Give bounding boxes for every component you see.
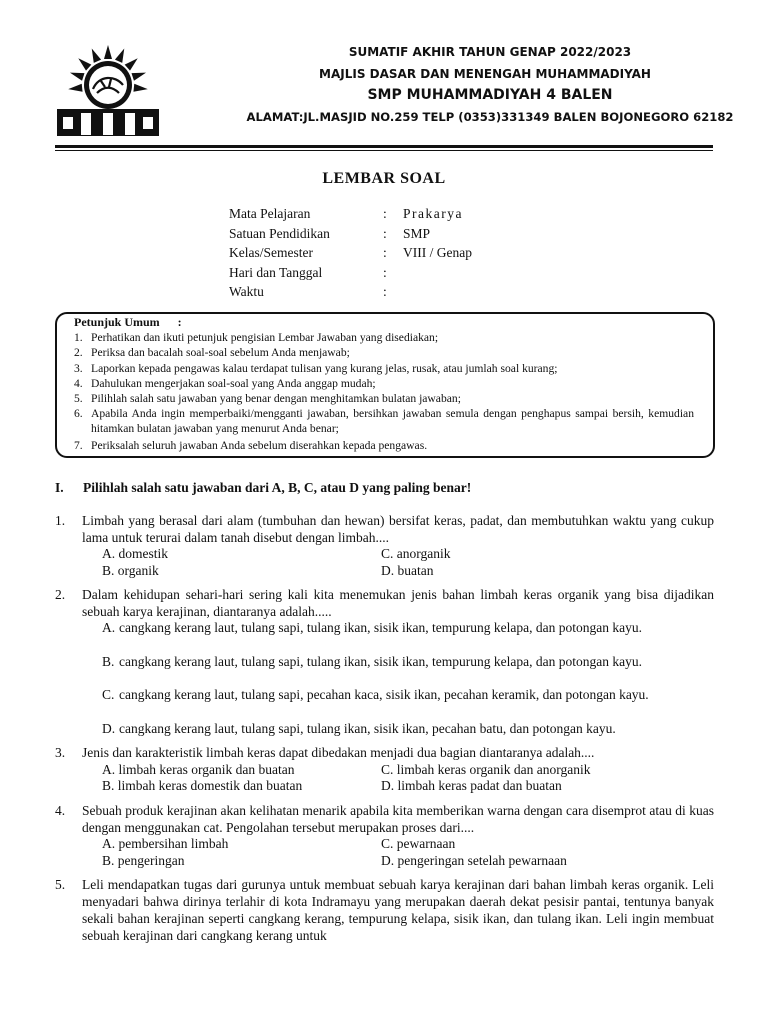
answer-option: B. pengeringan <box>102 853 185 868</box>
section-heading <box>55 480 715 498</box>
identity-colon: : <box>383 265 387 280</box>
identity-value: VIII / Genap <box>403 245 472 260</box>
instruction-item <box>74 331 694 346</box>
header-exam-title: SUMATIF AKHIR TAHUN GENAP 2022/2023 <box>348 45 632 59</box>
instruction-number: 4. <box>74 377 83 390</box>
instruction-item <box>74 362 694 377</box>
option-key: B. <box>102 654 115 669</box>
instruction-number: 5. <box>74 392 83 405</box>
answer-option: D. buatan <box>381 563 434 578</box>
instruction-item <box>74 439 694 454</box>
instruction-number: 6. <box>74 407 83 420</box>
option-text: cangkang kerang laut, tulang sapi, tulang ikan, sisik ikan, tempurung kelapa, dan potongan kayu. <box>119 654 642 669</box>
identity-colon: : <box>383 226 387 241</box>
section-number: I. <box>55 480 64 495</box>
answer-option: B. limbah keras domestik dan buatan <box>102 778 303 793</box>
instruction-number: 3. <box>74 362 83 375</box>
muhammadiyah-logo-icon <box>55 45 161 137</box>
question-text: Sebuah produk kerajinan akan kelihatan menarik apabila kita memberikan warna dengan cara disemprot atau di kuas dengan menggunakan cat. Pengolahan tersebut merupakan proses dari.... <box>82 803 714 835</box>
identity-label: Waktu <box>229 284 264 299</box>
option-text: cangkang kerang laut, tulang sapi, tulang ikan, sisik ikan, pecahan batu, dan potongan kayu. <box>119 721 616 736</box>
answer-option: B. organik <box>102 563 159 578</box>
identity-colon: : <box>383 245 387 260</box>
school-logo <box>55 45 161 137</box>
answer-option: D. limbah keras padat dan buatan <box>381 778 562 793</box>
instruction-number: 2. <box>74 346 83 359</box>
answer-option: D. pengeringan setelah pewarnaan <box>381 853 567 868</box>
question-number: 2. <box>55 587 66 602</box>
answer-option: A. limbah keras organik dan buatan <box>102 762 295 777</box>
identity-label: Mata Pelajaran <box>229 206 311 221</box>
instruction-item <box>74 392 694 407</box>
header-school-address: ALAMAT:JL.MASJID NO.259 TELP (0353)331349 BALEN BOJONEGORO 62182 <box>246 110 734 124</box>
section-instruction: Pilihlah salah satu jawaban dari A, B, C, atau D yang paling benar! <box>83 480 472 495</box>
question-number: 3. <box>55 745 66 760</box>
question-number: 1. <box>55 513 66 528</box>
identity-label: Kelas/Semester <box>229 245 313 260</box>
answer-option: A. pembersihan limbah <box>102 836 229 851</box>
option-key: A. <box>102 620 116 635</box>
identity-value: SMP <box>403 226 431 241</box>
header-divider-thin <box>55 150 713 151</box>
identity-label: Satuan Pendidikan <box>229 226 330 241</box>
instruction-number: 7. <box>74 439 83 452</box>
instructions-title: Petunjuk Umum : <box>74 315 182 329</box>
instruction-number: 1. <box>74 331 83 344</box>
question-text: Dalam kehidupan sehari-hari sering kali kita menemukan jenis bahan limbah keras organik yang bisa dijadikan sebuah karya kerajinan, diantaranya adalah..... <box>82 587 714 619</box>
instruction-text: Perhatikan dan ikuti petunjuk pengisian Lembar Jawaban yang disediakan; <box>91 331 439 344</box>
answer-option <box>102 720 714 737</box>
instruction-item <box>74 346 694 361</box>
header-council-name: MAJLIS DASAR DAN MENENGAH MUHAMMADIYAH <box>319 67 651 81</box>
answer-option <box>102 619 714 653</box>
instruction-text: Dahulukan mengerjakan soal-soal yang Anda anggap mudah; <box>91 377 376 390</box>
instruction-item <box>74 377 694 392</box>
instruction-text: Apabila Anda ingin memperbaiki/mengganti jawaban, bersihkan jawaban semula dengan penghapus sampai bersih, kemudian hitamkan bulatan jawaban yang menurut Anda benar; <box>91 407 694 435</box>
answer-option: C. limbah keras organik dan anorganik <box>381 762 591 777</box>
header-divider-thick <box>55 145 713 148</box>
instruction-text: Periksalah seluruh jawaban Anda sebelum diserahkan kepada pengawas. <box>91 439 428 452</box>
page-title: LEMBAR SOAL <box>322 170 446 187</box>
option-key: D. <box>102 721 116 736</box>
instruction-item <box>74 407 694 437</box>
question-text: Leli mendapatkan tugas dari gurunya untuk membuat sebuah karya kerajinan dari bahan limbah keras organik. Leli menyadari bahwa dirinya terlahir di kota Indramayu yang merupakan daerah dekat pesisir pantai, tentunya banyak sekali bahan kerajinan seperti cangkang kerang, tempurung kelapa, sisik ikan, dan tulang ikan. Leli ingin membuat sebuah kerajinan dari cangkang kerang untuk <box>82 877 714 943</box>
question-number: 4. <box>55 803 66 818</box>
option-text: cangkang kerang laut, tulang sapi, tulang ikan, sisik ikan, tempurung kelapa, dan potongan kayu. <box>119 620 642 635</box>
instruction-text: Periksa dan bacalah soal-soal sebelum Anda menjawab; <box>91 346 350 359</box>
header-school-name: SMP MUHAMMADIYAH 4 BALEN <box>367 87 613 103</box>
answer-option: C. anorganik <box>381 546 451 561</box>
option-key: C. <box>102 687 115 702</box>
answer-option <box>102 686 714 720</box>
question-text: Limbah yang berasal dari alam (tumbuhan dan hewan) bersifat keras, padat, dan membutuhkan waktu yang cukup lama untuk terurai dalam tanah disebut dengan limbah.... <box>82 513 714 545</box>
question-number: 5. <box>55 877 66 892</box>
identity-colon: : <box>383 206 387 221</box>
answer-option <box>102 653 714 687</box>
identity-value: Prakarya <box>403 206 463 221</box>
question-text: Jenis dan karakteristik limbah keras dapat dibedakan menjadi dua bagian diantaranya adalah.... <box>82 745 595 760</box>
identity-colon: : <box>383 284 387 299</box>
answer-option: C. pewarnaan <box>381 836 456 851</box>
instruction-text: Pilihlah salah satu jawaban yang benar dengan menghitamkan bulatan jawaban; <box>91 392 461 405</box>
identity-label: Hari dan Tanggal <box>229 265 323 280</box>
instruction-text: Laporkan kepada pengawas kalau terdapat tulisan yang kurang jelas, rusak, atau jumlah soal kurang; <box>91 362 558 375</box>
option-text: cangkang kerang laut, tulang sapi, pecahan kaca, sisik ikan, pecahan keramik, dan potongan kayu. <box>119 687 649 702</box>
answer-option: A. domestik <box>102 546 168 561</box>
